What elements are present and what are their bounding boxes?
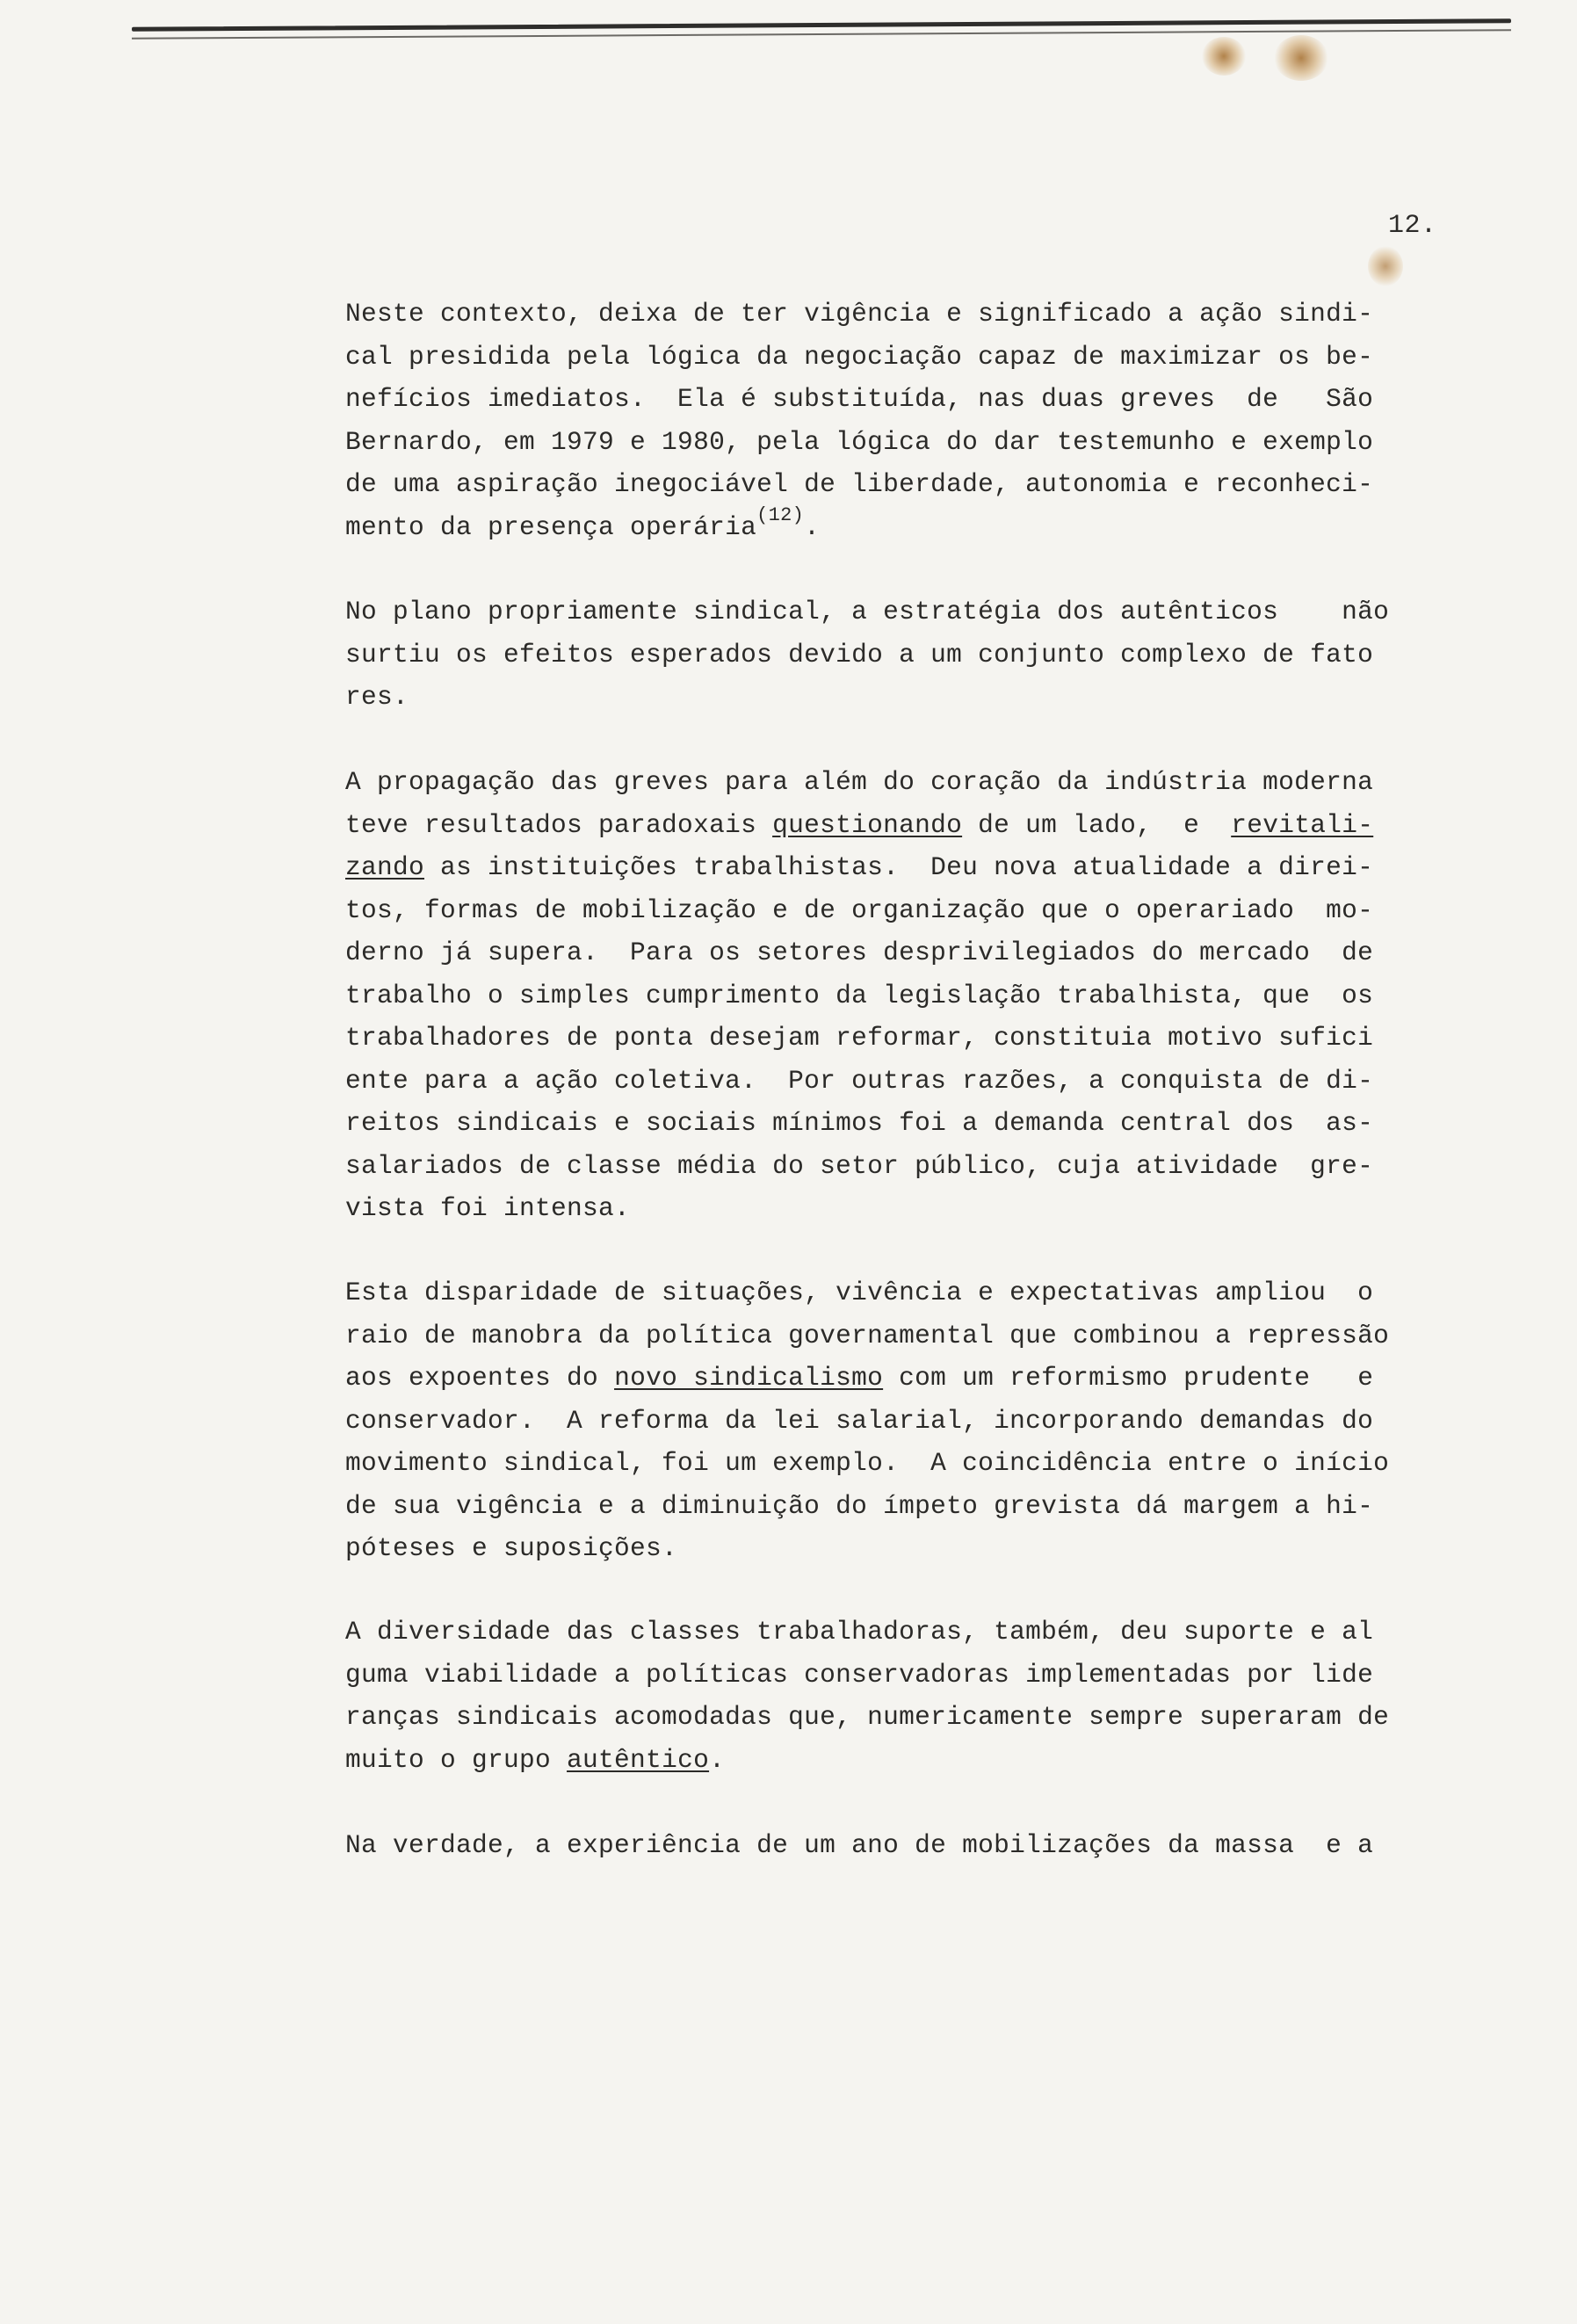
text-line-last	[345, 503, 1452, 549]
text-line: póteses e suposições.	[345, 1533, 678, 1563]
text-line: Esta disparidade de situações, vivência e expectativas ampliou o	[345, 1278, 1374, 1307]
end-mark: .	[804, 511, 821, 542]
text-line: surtiu os efeitos esperados devido a um conjunto complexo de fato	[345, 639, 1374, 670]
paragraph-6	[345, 1824, 1452, 1867]
text-line: vista foi intensa.	[345, 1193, 631, 1223]
text-line: salariados de classe média do setor público, cuja atividade gre-	[345, 1150, 1374, 1181]
text-line: guma viabilidade a políticas conservadoras implementadas por lide	[345, 1659, 1374, 1690]
text-line: nefícios imediatos. Ela é substituída, nas duas greves de São	[345, 384, 1374, 414]
paragraph-1	[345, 293, 1452, 548]
paragraph-2	[345, 590, 1452, 719]
text-line: derno já supera. Para os setores desprivilegiados do mercado de	[345, 938, 1374, 967]
paragraph-3	[345, 761, 1452, 1230]
text-line: muito o grupo autêntico.	[345, 1744, 726, 1775]
text-line: movimento sindical, foi um exemplo. A coincidência entre o início	[345, 1448, 1390, 1478]
text-line: Bernardo, em 1979 e 1980, pela lógica do dar testemunho e exemplo	[345, 426, 1374, 457]
text-line: de sua vigência e a diminuição do ímpeto grevista dá margem a hi-	[345, 1490, 1374, 1521]
text-line: Neste contexto, deixa de ter vigência e significado a ação sindi-	[345, 299, 1374, 329]
paragraph-5	[345, 1611, 1452, 1781]
text-line: ente para a ação coletiva. Por outras razões, a conquista de di-	[345, 1065, 1374, 1096]
text-fragment: mento da presença operária	[345, 511, 757, 542]
text-line: raio de manobra da política governamental que combinou a repressão	[345, 1320, 1390, 1350]
page-number: 12.	[1388, 211, 1437, 241]
text-line: res.	[345, 682, 409, 712]
text-line: trabalhadores de ponta desejam reformar, constituia motivo sufici	[345, 1023, 1374, 1053]
text-line: No plano propriamente sindical, a estratégia dos autênticos não	[345, 597, 1390, 626]
text-line: reitos sindicais e sociais mínimos foi a demanda central dos as-	[345, 1108, 1374, 1138]
text-line: tos, formas de mobilização e de organização que o operariado mo-	[345, 894, 1374, 925]
text-line: conservador. A reforma da lei salarial, incorporando demandas do	[345, 1405, 1374, 1436]
paragraph-4	[345, 1271, 1452, 1570]
rust-stain	[1274, 35, 1328, 81]
text-line: A diversidade das classes trabalhadoras, também, deu suporte e al	[345, 1617, 1374, 1647]
text-line: trabalho o simples cumprimento da legislação trabalhista, que os	[345, 980, 1374, 1010]
text-line: cal presidida pela lógica da negociação capaz de maximizar os be-	[345, 341, 1374, 372]
text-line: zando as instituições trabalhistas. Deu nova atualidade a direi-	[345, 852, 1374, 882]
text-line: ranças sindicais acomodadas que, numericamente sempre superaram de	[345, 1702, 1390, 1732]
text-line: de uma aspiração inegociável de liberdade, autonomia e reconheci-	[345, 469, 1374, 499]
text-line: teve resultados paradoxais questionando de um lado, e revitali-	[345, 809, 1374, 840]
text-line: Na verdade, a experiência de um ano de mobilizações da massa e a	[345, 1830, 1374, 1860]
text-line: aos expoentes do novo sindicalismo com um reformismo prudente e	[345, 1363, 1374, 1393]
rust-stain	[1368, 246, 1403, 286]
footnote-ref: (12)	[756, 503, 805, 526]
rust-stain	[1202, 37, 1246, 76]
top-rule	[132, 18, 1511, 32]
text-line: A propagação das greves para além do coração da indústria moderna	[345, 767, 1374, 797]
